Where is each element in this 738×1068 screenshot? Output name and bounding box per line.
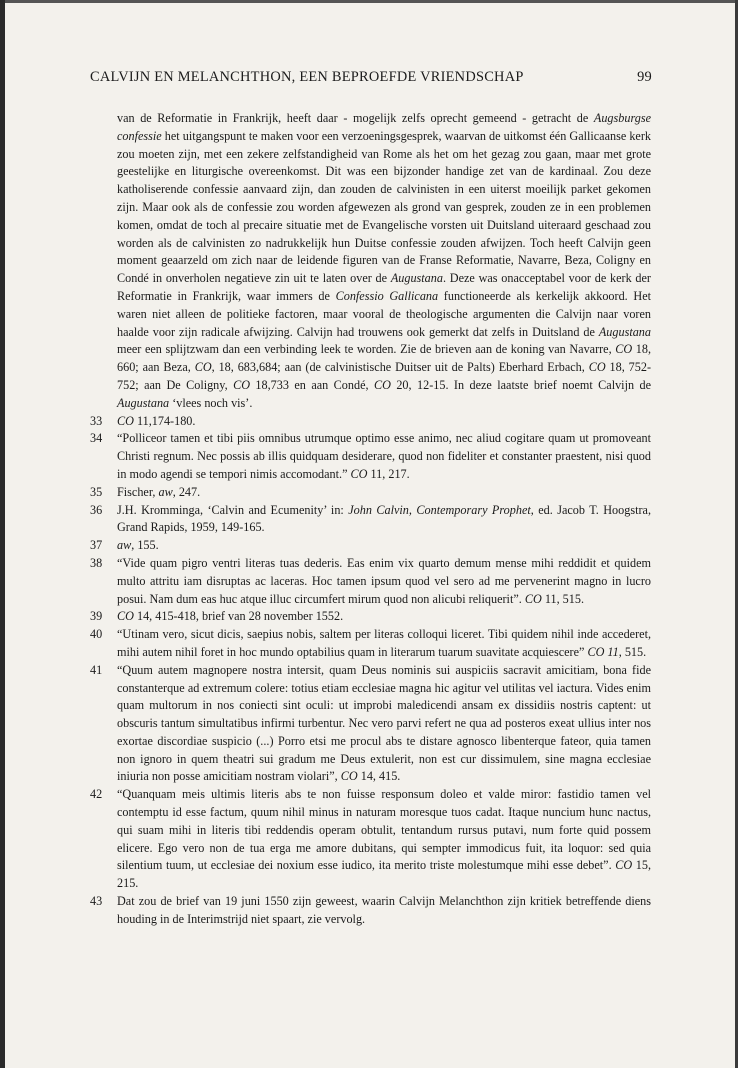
italic-text-run: CO <box>615 342 633 357</box>
text-run: “Quum autem magnopere nostra intersit, quam Deus nominis sui auspiciis sacravit amicitiam, bona fide constanterque ad extremum colere: totius etiam ecclesiae magna hic agitur vel utilitas vel iactura. Vides enim quam multorum in nos coniecti sint oculi: ut improbi maledicendi ansam ex dissidiis nostris captent: ut obscuris tantum simultatibus infirmi turbentur. Nec vero parvi refert ne qua ad posteros exeat ullius inter nos exortae discordiae suspicio (...) Porro etsi me procul abs te distare agnosco libenterque fateor, quia tamen non ignoro in quem theatri sui gradum me Deus extulerit, non est cur dissimulem, sine magna ecclesiae iniuria non posse amicitiam nostram violari”, <box>117 662 651 784</box>
italic-text-run: CO <box>373 377 391 392</box>
footnote-text <box>117 626 651 662</box>
text-run: “Vide quam pigro ventri literas tuas dederis. Eas enim vix quarto demum mense mihi reddidit et quidem multo attritu iam disruptas ac laceras. Hoc tamen ipsum quod vel sero ad me pervenerint magno in lucro posui. Nam dum eas huc atque illuc circumfert mirum quod non alicubi reliquerit”. <box>117 555 651 606</box>
footnote-number: 36 <box>90 502 103 517</box>
text-run: 14, 415. <box>357 769 401 784</box>
text-run: functioneerde als kerkelijk akkoord. Het waren niet alleen de politieke factoren, maar vooral de theologische argumenten die Calvijn naar voren haalde voor zijn radicale afwijzing. Calvijn had trouwens ook gemerkt dat zelfs in Duitsland de <box>117 288 651 339</box>
italic-text-run: Augustana <box>117 395 170 410</box>
footnote-number: 33 <box>90 413 103 428</box>
footnote-text <box>117 608 651 626</box>
scan-edge-left <box>0 0 5 1068</box>
footnote-item <box>90 413 651 431</box>
footnote-item <box>90 537 651 555</box>
text-run: . Deze was onacceptabel voor de kerk der Reformatie in Frankrijk, waar immers de <box>117 271 651 303</box>
continued-note-paragraph <box>117 110 651 413</box>
italic-text-run: aw <box>117 538 132 553</box>
text-run: het uitgangspunt te maken voor een verzoeningsgesprek, waarvan de uitkomst één Gallicaanse kerk zou moeten zijn, met een zekere zelfstandigheid van Rome als het om het gezag zou gaan, maar met grote geestelijke en liturgische overeenkomst. Dit was een bijzonder handige zet van de kardinaal. Zou deze katholiserende confessie aanvaard zijn, dan zouden de calvinisten in een uiterst moeilijk parket gekomen zijn. Maar ook als de confessie zou worden afgewezen als grond van gesprek, zouden ze in een problemen komen, omdat de toch al precaire situatie met de Evangelische vorsten uit Duitsland uiteraard geschaad zou worden als de calvinisten zo nadrukkelijk hun Duitse confessie zouden afwijzen. Toch heeft Calvijn geen moment geaarzeld om zich naar de leidende figuren van de Franse Reformatie, Navarre, Beza, Coligny en Condé in onverholen negatieve zin uit te laten over de <box>117 128 651 286</box>
italic-text-run: CO <box>194 360 212 375</box>
text-run: Dat zou de brief van 19 juni 1550 zijn geweest, waarin Calvijn Melanchthon zijn kritiek betreffende diens houding in de Interimstrijd niet spaart, zie vervolg. <box>117 894 651 926</box>
running-title: CALVIJN EN MELANCHTHON, EEN BEPROEFDE VRIENDSCHAP <box>90 69 524 85</box>
footnote-text <box>117 662 651 787</box>
footnote-item <box>90 626 651 662</box>
text-run: 18, 660; aan Beza, <box>117 342 651 375</box>
text-run: , 155. <box>131 538 159 553</box>
footnote-text <box>117 893 651 929</box>
text-run: 11,174-180. <box>133 413 196 428</box>
footnote-item <box>90 484 651 502</box>
text-run: 18,733 en aan Condé, <box>250 377 374 392</box>
text-run: meer een splijtzwam dan een verbinding leek te worden. Zie de brieven aan de koning van Navarre, <box>117 342 616 357</box>
footnote-number: 37 <box>90 538 103 553</box>
footnote-text <box>117 786 651 893</box>
italic-text-run: CO <box>350 466 368 481</box>
text-run: , 247. <box>172 484 201 499</box>
italic-text-run: CO <box>117 609 134 624</box>
footnote-number: 35 <box>90 484 103 499</box>
footnote-number: 38 <box>90 555 103 570</box>
italic-text-run: CO <box>524 591 542 606</box>
text-run: , 515. <box>618 644 647 659</box>
scan-edge-top <box>0 0 738 3</box>
text-run: , 18, 683,684; aan (de calvinistische Duitser uit de Palts) Eberhard Erbach, <box>211 360 589 375</box>
footnote-number: 39 <box>90 609 103 624</box>
text-run: 15, 215. <box>117 858 651 891</box>
footnote-number: 43 <box>90 894 103 909</box>
italic-text-run: CO 11 <box>587 644 619 659</box>
footnote-item <box>90 555 651 608</box>
footnotes-body <box>90 110 651 929</box>
text-run: “Quanquam meis ultimis literis abs te non fuisse responsum doleo et valde miror: fastidio tamen vel contemptu id esse factum, quum nihil minus in naturam moresque tuos cadat. Itaque nuncium hunc nactus, qui suam mihi in literis tibi reddendis operam obtulit, tentandum rursus putavi, num forte quid possem elicere. Ego vero non de tua erga me amore dubitans, qui sempter immodicus fuit, ita loquor: sed quia silentium tuum, ut ecclesiae dei noxium esse iudico, ita merito triste molestumque mihi esse debet”. <box>117 787 651 873</box>
italic-text-run: aw <box>158 484 173 499</box>
footnote-text <box>117 413 651 431</box>
italic-text-run: CO <box>588 360 606 375</box>
italic-text-run: Confessio Gallicana <box>335 288 439 303</box>
footnote-item <box>90 430 651 483</box>
italic-text-run: CO <box>615 858 633 873</box>
footnote-item <box>90 502 651 538</box>
footnote-number: 40 <box>90 627 103 642</box>
italic-text-run: John Calvin, Contemporary Prophet <box>348 502 531 517</box>
text-run: ‘vlees noch vis’. <box>169 395 253 410</box>
footnote-text <box>117 537 651 555</box>
italic-text-run: CO <box>233 377 250 392</box>
footnote-text <box>117 555 651 608</box>
text-run: “Polliceor tamen et tibi piis omnibus utrumque optimo esse animo, nec aliud cogitare quam ut promoveant Christi regnum. Nec possis ab illis quidquam desiderare, quod non fideliter et constanter praestent, nisi quod in modo agendi se tempori nimis accomodant.” <box>117 431 651 481</box>
text-run: 20, 12-15. In deze laatste brief noemt Calvijn de <box>390 377 651 392</box>
text-run: 18, 752-752; aan De Coligny, <box>117 360 652 392</box>
footnote-number: 42 <box>90 787 103 802</box>
italic-text-run: CO <box>340 769 358 784</box>
footnote-text <box>117 430 651 483</box>
italic-text-run: CO <box>117 413 134 428</box>
footnote-item <box>90 893 651 929</box>
footnote-item <box>90 608 651 626</box>
text-run: , ed. Jacob T. Hoogstra, Grand Rapids, 1959, 149-165. <box>117 502 651 535</box>
text-run: Fischer, <box>117 484 159 499</box>
text-run: 14, 415-418, brief van 28 november 1552. <box>133 609 344 624</box>
footnote-number: 41 <box>90 662 103 677</box>
text-run: 11, 217. <box>367 466 410 481</box>
footnote-text <box>117 502 651 538</box>
italic-text-run: Augsburgse confessie <box>117 111 651 143</box>
text-run: “Utinam vero, sicut dicis, saepius nobis, saltem per literas colloqui liceret. Tibi quidem nihil inde accederet, mihi autem nihil foret in hoc mundo optabilius quam in literarum tuarum suavitate acquiescere” <box>117 627 651 659</box>
footnote-number: 34 <box>90 431 103 446</box>
page-number: 99 <box>637 69 652 85</box>
italic-text-run: Augustana <box>390 271 443 286</box>
footnote-list <box>90 413 651 929</box>
text-run: J.H. Kromminga, ‘Calvin and Ecumenity’ in: <box>117 502 349 517</box>
italic-text-run: Augustana <box>598 324 651 339</box>
footnote-item <box>90 662 651 787</box>
text-run: van de Reformatie in Frankrijk, heeft daar - mogelijk zelfs oprecht gemeend - getracht de <box>117 111 594 125</box>
footnote-text <box>117 484 651 502</box>
text-run: 11, 515. <box>541 591 584 606</box>
footnote-item <box>90 786 651 893</box>
